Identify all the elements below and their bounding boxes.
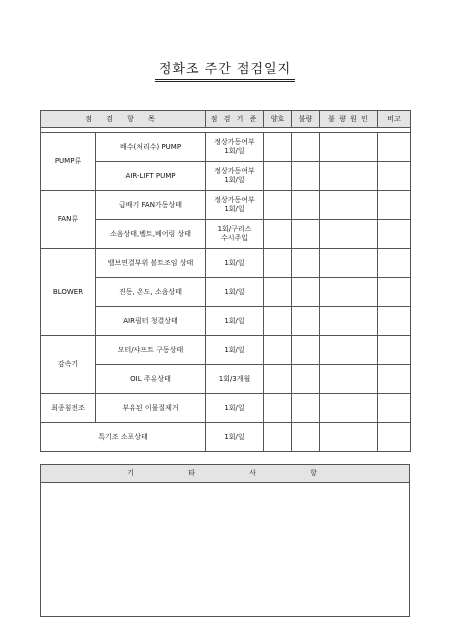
notes-title: 기 타 사 항: [41, 465, 410, 483]
table-row: [41, 336, 411, 365]
special-item-cell: 특기조 소포상태: [41, 423, 206, 452]
page-title: [0, 58, 450, 82]
remark-cell[interactable]: [378, 336, 411, 365]
criteria-cell: 정상가동여부 1회/일: [206, 162, 264, 191]
good-check-cell[interactable]: [264, 249, 292, 278]
criteria-cell: 1회/일: [206, 423, 264, 452]
category-cell: FAN류: [41, 191, 96, 249]
item-cell: 밸브연결부위 볼트조임 상태: [96, 249, 206, 278]
bad-check-cell[interactable]: [292, 191, 320, 220]
item-cell: 부유된 이물질제거: [96, 394, 206, 423]
remark-cell[interactable]: [378, 278, 411, 307]
table-row: [41, 365, 411, 394]
remark-cell[interactable]: [378, 249, 411, 278]
cause-cell[interactable]: [320, 307, 378, 336]
good-check-cell[interactable]: [264, 394, 292, 423]
cause-cell[interactable]: [320, 191, 378, 220]
table-row: [41, 249, 411, 278]
item-cell: 모터/샤프트 구동상태: [96, 336, 206, 365]
criteria-cell: 정상가동여부 1회/일: [206, 191, 264, 220]
criteria-cell: 1회/일: [206, 307, 264, 336]
good-check-cell[interactable]: [264, 307, 292, 336]
cause-cell[interactable]: [320, 249, 378, 278]
item-cell: AIR-LIFT PUMP: [96, 162, 206, 191]
cause-cell[interactable]: [320, 336, 378, 365]
criteria-cell: 1회/일: [206, 394, 264, 423]
header-bad: 불량: [292, 111, 320, 128]
bad-check-cell[interactable]: [292, 249, 320, 278]
table-row: [41, 191, 411, 220]
table-header-row: [41, 111, 411, 128]
criteria-cell: 1회/일: [206, 278, 264, 307]
criteria-cell: 1회/구리스 수시주입: [206, 220, 264, 249]
table-row: [41, 278, 411, 307]
cause-cell[interactable]: [320, 220, 378, 249]
bad-check-cell[interactable]: [292, 336, 320, 365]
item-cell: 진동, 온도, 소음상태: [96, 278, 206, 307]
table-row: [41, 423, 411, 452]
remark-cell[interactable]: [378, 307, 411, 336]
cause-cell[interactable]: [320, 133, 378, 162]
good-check-cell[interactable]: [264, 220, 292, 249]
inspection-table: [40, 110, 411, 452]
item-cell: 배수(처리수) PUMP: [96, 133, 206, 162]
table-row: [41, 220, 411, 249]
bad-check-cell[interactable]: [292, 220, 320, 249]
table-row: [41, 307, 411, 336]
bad-check-cell[interactable]: [292, 133, 320, 162]
bad-check-cell[interactable]: [292, 278, 320, 307]
criteria-cell: 정상가동여부 1회/일: [206, 133, 264, 162]
cause-cell[interactable]: [320, 365, 378, 394]
notes-table: [40, 464, 410, 617]
good-check-cell[interactable]: [264, 162, 292, 191]
remark-cell[interactable]: [378, 133, 411, 162]
good-check-cell[interactable]: [264, 336, 292, 365]
cause-cell[interactable]: [320, 278, 378, 307]
header-criteria: 점 검 기 준: [206, 111, 264, 128]
bad-check-cell[interactable]: [292, 423, 320, 452]
item-cell: OIL 주유상태: [96, 365, 206, 394]
cause-cell[interactable]: [320, 162, 378, 191]
cause-cell[interactable]: [320, 394, 378, 423]
table-row: [41, 394, 411, 423]
notes-body-row: [41, 483, 410, 617]
header-remark: 비고: [378, 111, 411, 128]
header-cause: 불 량 원 인: [320, 111, 378, 128]
item-cell: AIR필터 청결상태: [96, 307, 206, 336]
bad-check-cell[interactable]: [292, 365, 320, 394]
header-good: 양호: [264, 111, 292, 128]
category-cell: 감속기: [41, 336, 96, 394]
good-check-cell[interactable]: [264, 191, 292, 220]
category-cell: BLOWER: [41, 249, 96, 336]
criteria-cell: 1회/일: [206, 336, 264, 365]
remark-cell[interactable]: [378, 162, 411, 191]
good-check-cell[interactable]: [264, 423, 292, 452]
header-item: 점 검 항 목: [41, 111, 206, 128]
bad-check-cell[interactable]: [292, 162, 320, 191]
page-title-text: 정화조 주간 점검일지: [155, 58, 295, 82]
table-row: [41, 133, 411, 162]
criteria-cell: 1회/일: [206, 249, 264, 278]
notes-content-area[interactable]: [41, 483, 410, 617]
remark-cell[interactable]: [378, 365, 411, 394]
remark-cell[interactable]: [378, 394, 411, 423]
remark-cell[interactable]: [378, 423, 411, 452]
criteria-cell: 1회/3개월: [206, 365, 264, 394]
bad-check-cell[interactable]: [292, 394, 320, 423]
table-row: [41, 162, 411, 191]
remark-cell[interactable]: [378, 191, 411, 220]
item-cell: 급배기 FAN가동상태: [96, 191, 206, 220]
category-cell: 최종침전조: [41, 394, 96, 423]
item-cell: 소음상태,벨트,베어링 상태: [96, 220, 206, 249]
remark-cell[interactable]: [378, 220, 411, 249]
bad-check-cell[interactable]: [292, 307, 320, 336]
notes-header-row: [41, 465, 410, 483]
good-check-cell[interactable]: [264, 133, 292, 162]
category-cell: PUMP류: [41, 133, 96, 191]
cause-cell[interactable]: [320, 423, 378, 452]
good-check-cell[interactable]: [264, 365, 292, 394]
good-check-cell[interactable]: [264, 278, 292, 307]
